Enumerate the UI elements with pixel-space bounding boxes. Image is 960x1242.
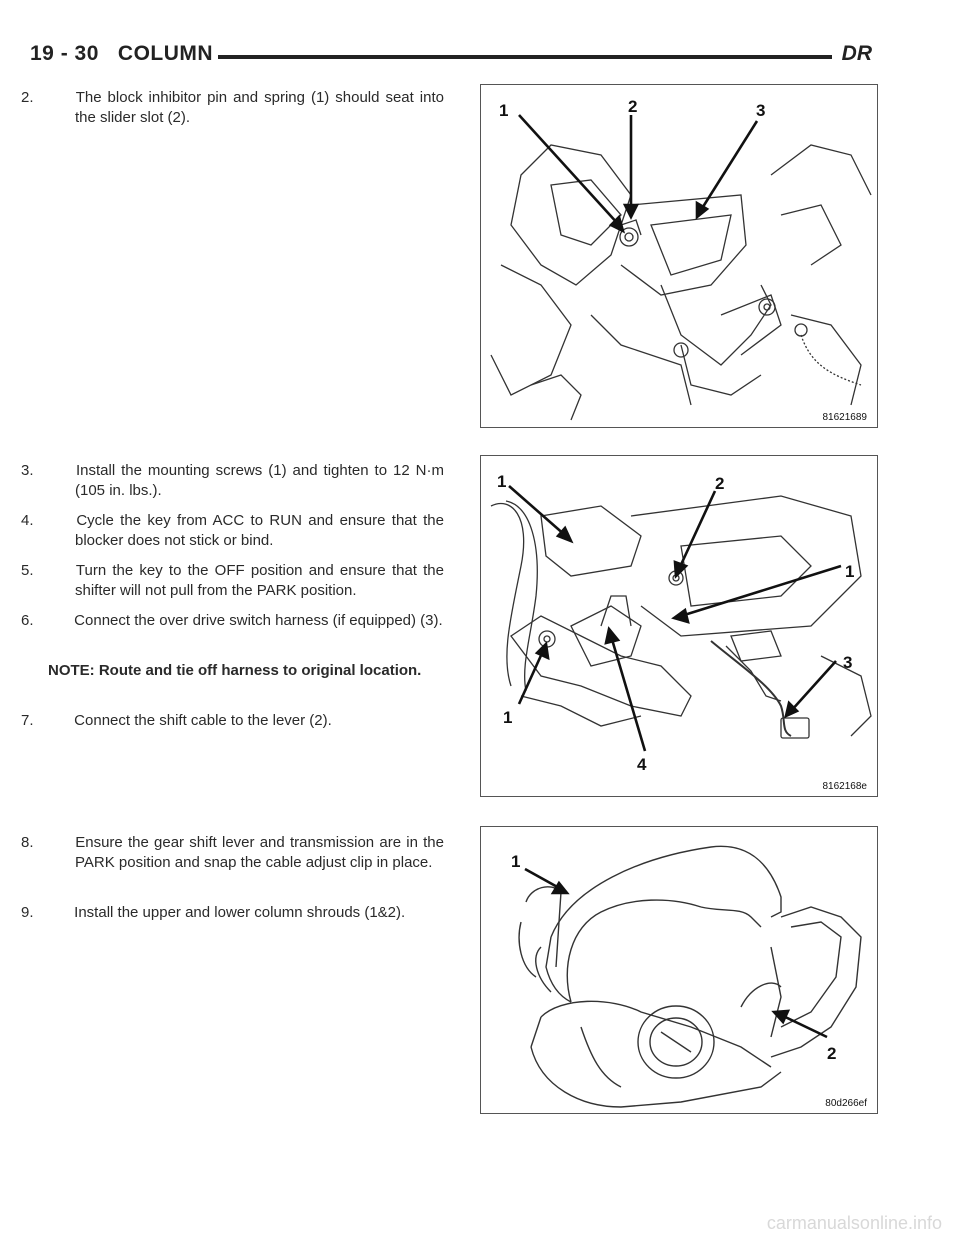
step-3: 3. Install the mounting screws (1) and tighten to 12 N·m (105 in. lbs.). <box>21 462 444 499</box>
watermark: carmanualsonline.info <box>766 1213 942 1233</box>
step-8: 8. Ensure the gear shift lever and transmission are in the PARK position and snap the cable adjust clip in place. <box>21 834 444 871</box>
model-code: DR <box>841 42 872 65</box>
step-4: 4. Cycle the key from ACC to RUN and ensure that the blocker does not stick or bind. <box>21 512 444 549</box>
figure-id: 8162168e <box>822 781 867 792</box>
figure-column-shrouds <box>480 826 878 1114</box>
page-title: COLUMN <box>117 42 214 65</box>
step-9: 9. Install the upper and lower column shrouds (1&2). <box>21 904 406 921</box>
figure-1-illustration <box>481 85 877 427</box>
note: NOTE: Route and tie off harness to original location. <box>48 662 422 679</box>
callout-1: 1 <box>499 101 509 120</box>
callout-2: 2 <box>715 474 725 493</box>
step-5: 5. Turn the key to the OFF position and ensure that the shifter will not pull from the PARK position. <box>21 562 444 599</box>
callout-2: 2 <box>628 97 638 116</box>
figure-id: 81621689 <box>822 412 867 423</box>
step-7: 7. Connect the shift cable to the lever (2). <box>21 712 332 729</box>
page-section-number: 19 - 30 COLUMN <box>30 42 214 65</box>
header-rule <box>218 55 832 59</box>
step-6: 6. Connect the over drive switch harness (if equipped) (3). <box>21 612 443 629</box>
callout-1b: 1 <box>845 562 855 581</box>
callout-3: 3 <box>843 653 853 672</box>
figure-2-illustration <box>481 456 877 796</box>
callout-1a: 1 <box>497 472 507 491</box>
callout-3: 3 <box>756 101 766 120</box>
figure-3-illustration <box>481 827 877 1113</box>
callout-2: 2 <box>827 1044 837 1063</box>
figure-inhibitor-pin <box>480 84 878 428</box>
callout-1c: 1 <box>503 708 513 727</box>
callout-4: 4 <box>637 755 647 774</box>
callout-1: 1 <box>511 852 521 871</box>
figure-id: 80d266ef <box>825 1098 867 1109</box>
step-2: 2. The block inhibitor pin and spring (1) should seat into the slider slot (2). <box>21 89 444 126</box>
figure-mounting-screws <box>480 455 878 797</box>
